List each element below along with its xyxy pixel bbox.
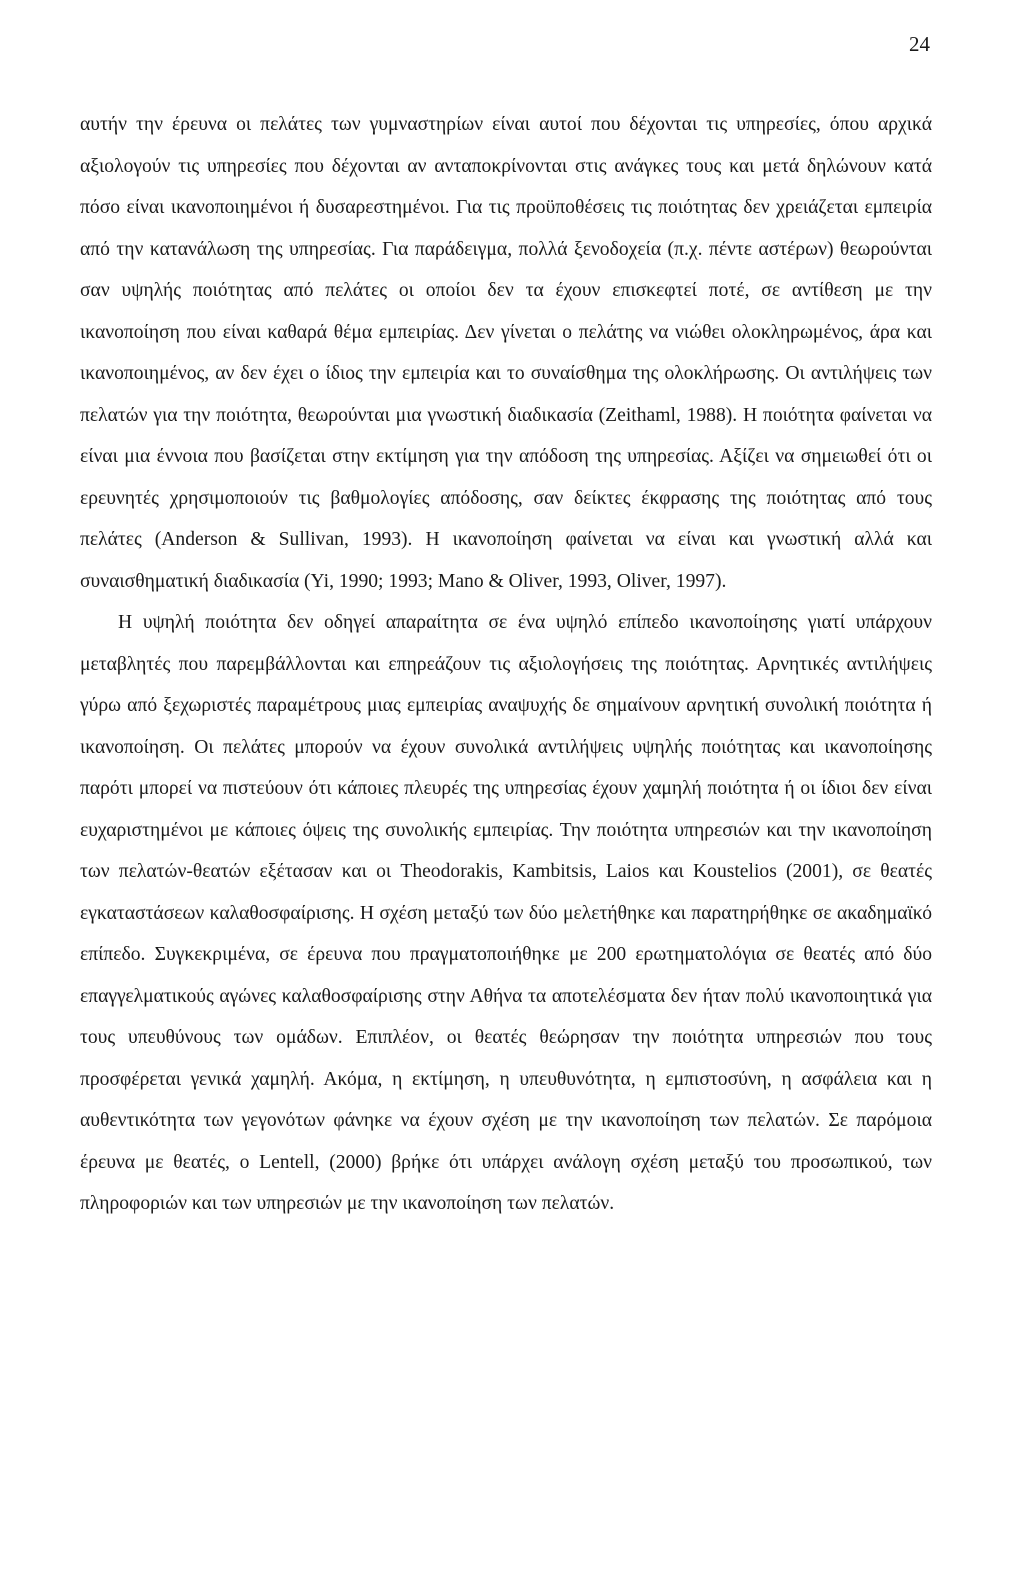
paragraph-1: αυτήν την έρευνα οι πελάτες των γυμναστηρίων είναι αυτοί που δέχονται τις υπηρεσίες, όπου αρχικά αξιολογούν τις υπηρεσίες που δέχονται αν ανταποκρίνονται στις ανάγκες τους και μετά δηλώνουν κατά πόσο είναι ικανοποιημένοι ή δυσαρεστημένοι. Για τις προϋποθέσεις τις ποιότητας δεν χρειάζεται εμπειρία από την κατανάλωση της υπηρεσίας. Για παράδειγμα, πολλά ξενοδοχεία (π.χ. πέντε αστέρων) θεωρούνται σαν υψηλής ποιότητας από πελάτες οι οποίοι δεν τα έχουν επισκεφτεί ποτέ, σε αντίθεση με την ικανοποίηση που είναι καθαρά θέμα εμπειρίας. Δεν γίνεται ο πελάτης να νιώθει ολοκληρωμένος, άρα και ικανοποιημένος, αν δεν έχει ο ίδιος την εμπειρία και το συναίσθημα της ολοκλήρωσης. Οι αντιλήψεις των πελατών για την ποιότητα, θεωρούνται μια γνωστική διαδικασία (Zeithaml, 1988). Η ποιότητα φαίνεται να είναι μια έννοια που βασίζεται στην εκτίμηση για την απόδοση της υπηρεσίας. Αξίζει να σημειωθεί ότι οι ερευνητές χρησιμοποιούν τις βαθμολογίες απόδοσης, σαν δείκτες έκφρασης της ποιότητας από τους πελάτες (Anderson & Sullivan, 1993). Η ικανοποίηση φαίνεται να είναι και γνωστική αλλά και συναισθηματική διαδικασία (Yi, 1990; 1993; Mano & Oliver, 1993, Oliver, 1997). bbox=[80, 114, 932, 592]
body-text bbox=[80, 104, 932, 1225]
page-number: 24 bbox=[909, 32, 930, 56]
paragraph-2: Η υψηλή ποιότητα δεν οδηγεί απαραίτητα σε ένα υψηλό επίπεδο ικανοποίησης γιατί υπάρχουν μεταβλητές που παρεμβάλλονται και επηρεάζουν τις αξιολογήσεις της ποιότητας. Αρνητικές αντιλήψεις γύρω από ξεχωριστές παραμέτρους μιας εμπειρίας αναψυχής δε σημαίνουν αρνητική συνολική ποιότητα ή ικανοποίηση. Οι πελάτες μπορούν να έχουν συνολικά αντιλήψεις υψηλής ποιότητας και ικανοποίησης παρότι μπορεί να πιστεύουν ότι κάποιες πλευρές της υπηρεσίας έχουν χαμηλή ποιότητα ή οι ίδιοι δεν είναι ευχαριστημένοι με κάποιες όψεις της συνολικής εμπειρίας. Την ποιότητα υπηρεσιών και την ικανοποίηση των πελατών-θεατών εξέτασαν και οι Theodorakis, Kambitsis, Laios και Koustelios (2001), σε θεατές εγκαταστάσεων καλαθοσφαίρισης. Η σχέση μεταξύ των δύο μελετήθηκε και παρατηρήθηκε σε ακαδημαϊκό επίπεδο. Συγκεκριμένα, σε έρευνα που πραγματοποιήθηκε με 200 ερωτηματολόγια σε θεατές από δύο επαγγελματικούς αγώνες καλαθοσφαίρισης στην Αθήνα τα αποτελέσματα δεν ήταν πολύ ικανοποιητικά για τους υπευθύνους των ομάδων. Επιπλέον, οι θεατές θεώρησαν την ποιότητα υπηρεσιών που τους προσφέρεται γενικά χαμηλή. Ακόμα, η εκτίμηση, η υπευθυνότητα, η εμπιστοσύνη, η ασφάλεια και η αυθεντικότητα των γεγονότων φάνηκε να έχουν σχέση με την ικανοποίηση των πελατών. Σε παρόμοια έρευνα με θεατές, ο Lentell, (2000) βρήκε ότι υπάρχει ανάλογη σχέση μεταξύ του προσωπικού, των πληροφοριών και των υπηρεσιών με την ικανοποίηση των πελατών. bbox=[80, 612, 932, 1214]
